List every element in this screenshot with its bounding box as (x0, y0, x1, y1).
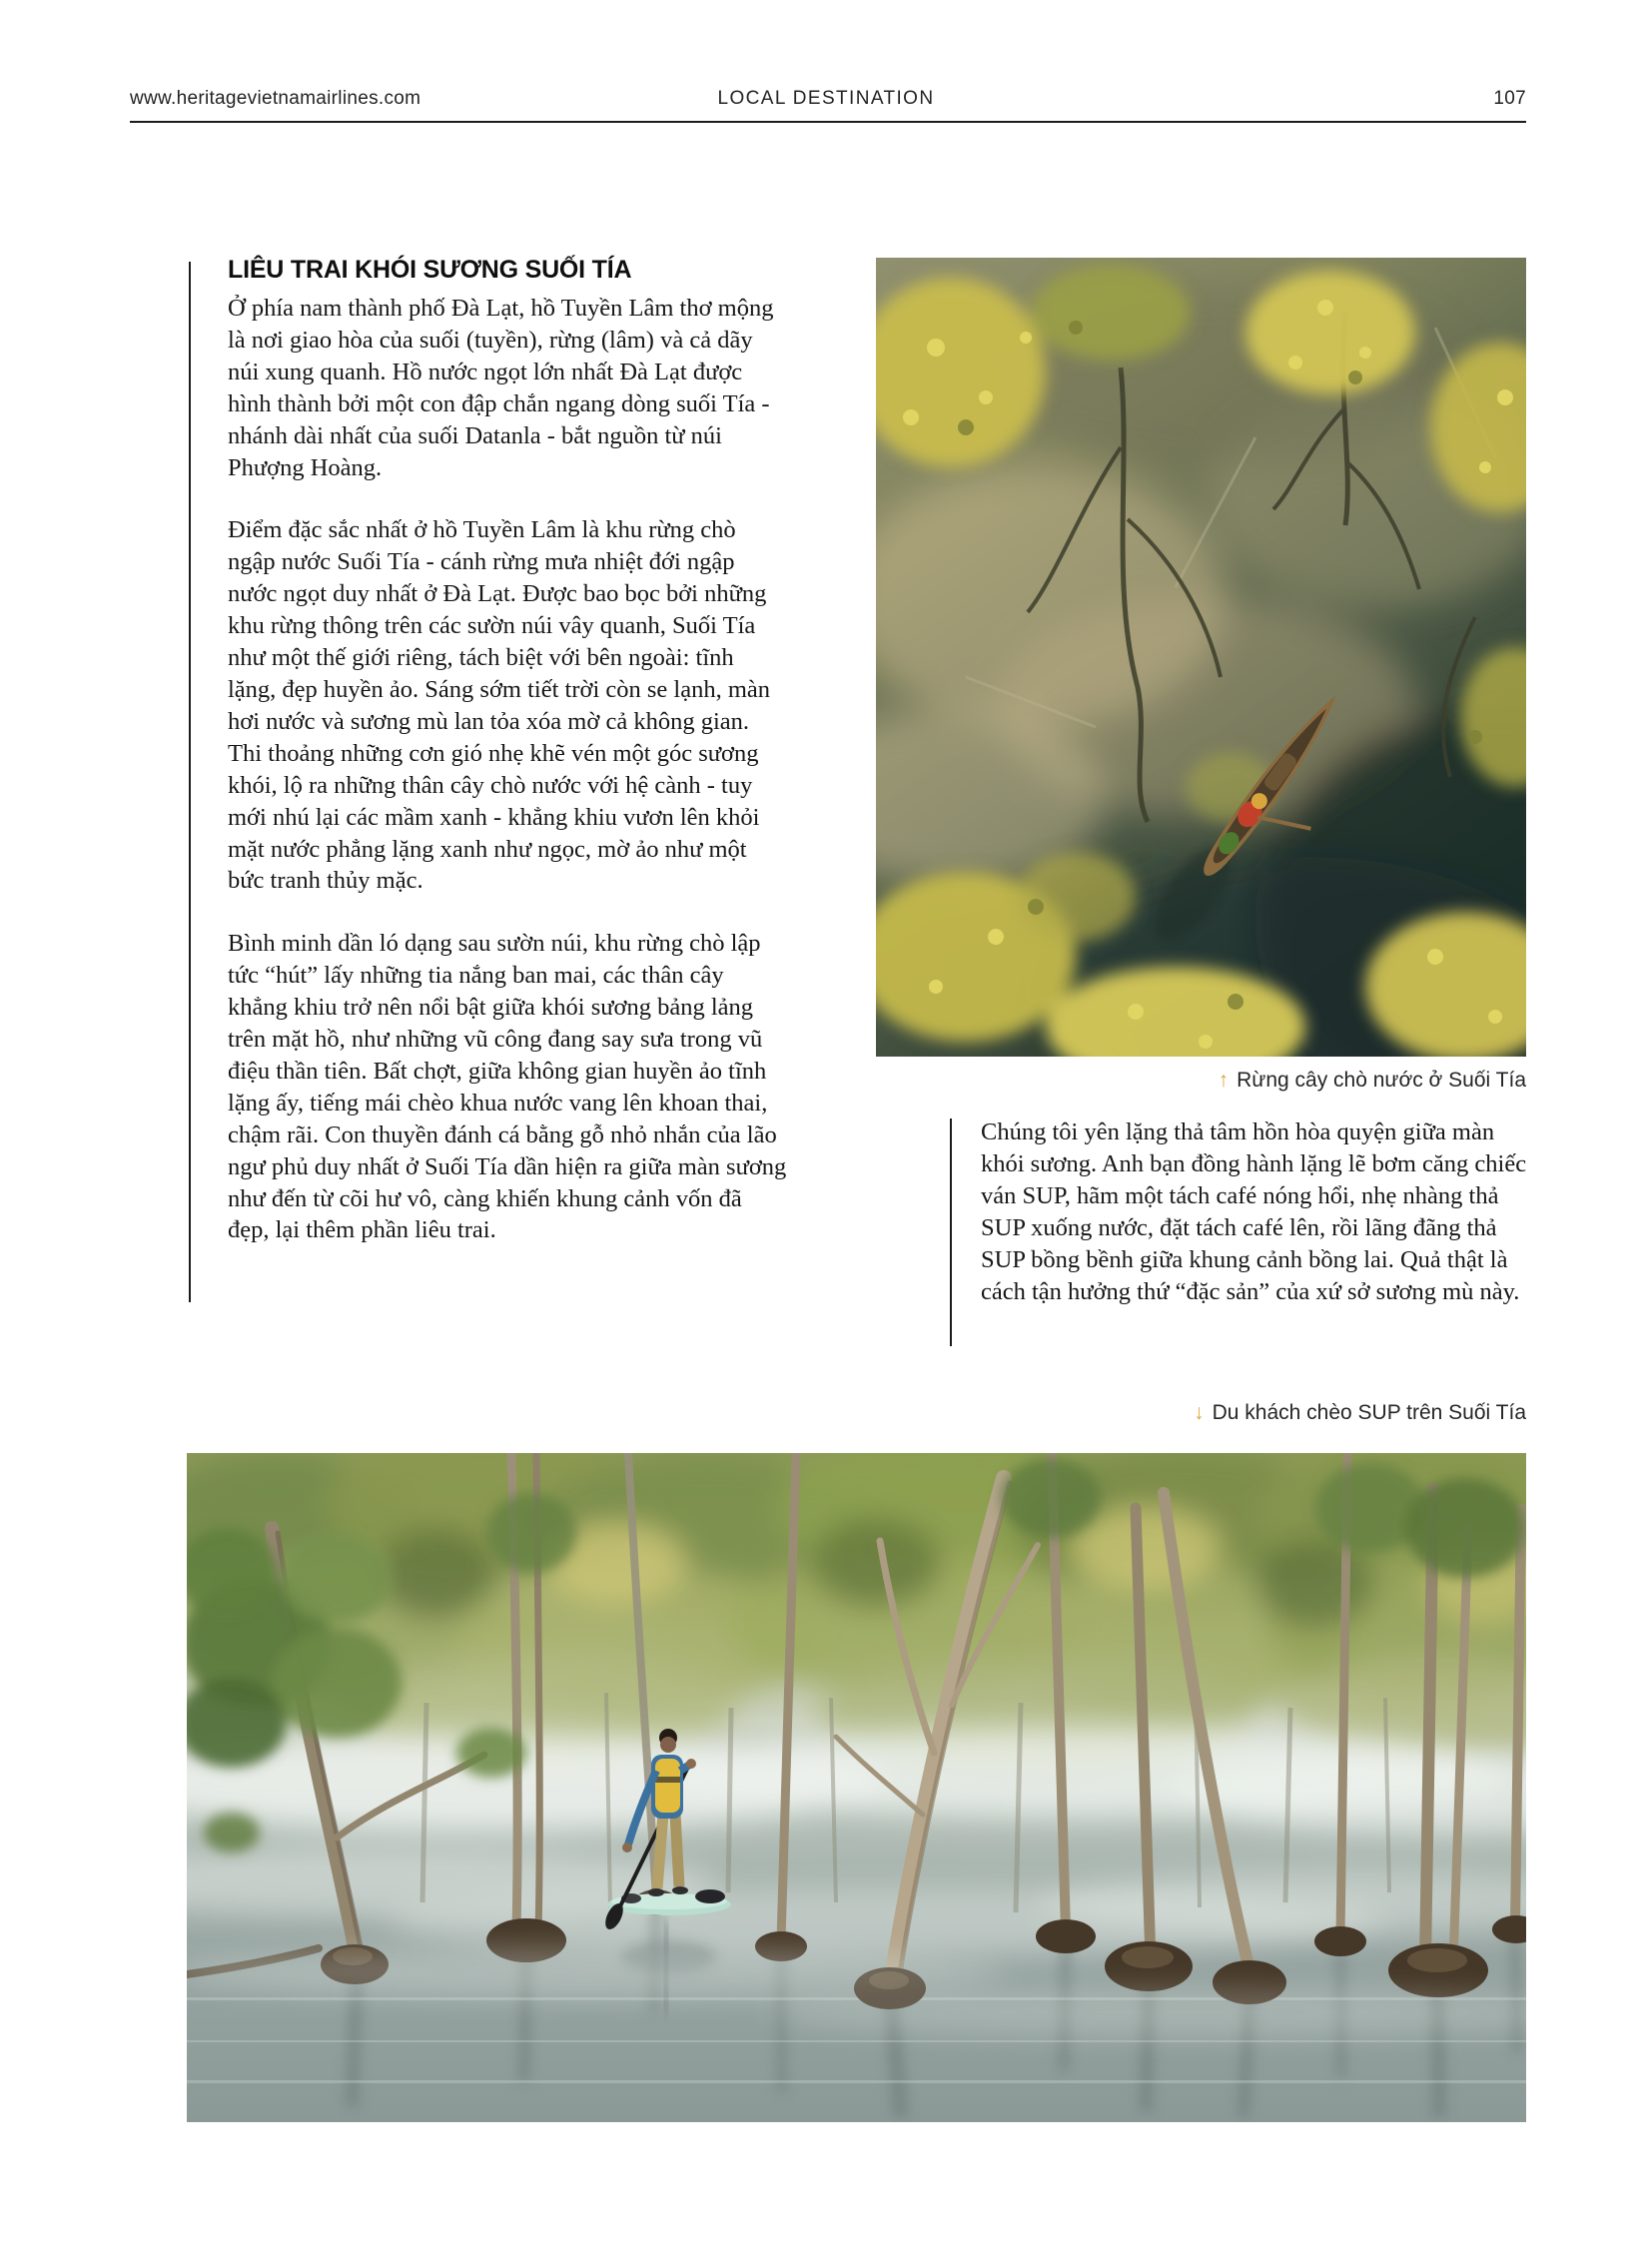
sup-photo-illustration (187, 1453, 1526, 2122)
caption-bottom-photo (1194, 1401, 1526, 1425)
header-section-title: LOCAL DESTINATION (717, 88, 935, 109)
caption-text: Rừng cây chò nước ở Suối Tía (1237, 1069, 1526, 1092)
header-rule (130, 121, 1526, 123)
aerial-photo-illustration (876, 258, 1526, 1057)
arrow-down-icon: ↓ (1194, 1401, 1205, 1424)
paragraph: Ở phía nam thành phố Đà Lạt, hồ Tuyền Lâm thơ mộng là nơi giao hòa của suối (tuyền), rừng (lâm) và cả dãy núi xung quanh. Hồ nước ngọt lớn nhất Đà Lạt được hình thành bởi một con đập chắn ngang dòng suối Tía - nhánh dài nhất của suối Datanla - bắt nguồn từ núi Phượng Hoàng. (228, 295, 774, 481)
photo-aerial-flooded-forest (876, 258, 1526, 1057)
header-page-number: 107 (1493, 88, 1526, 109)
caption-text: Du khách chèo SUP trên Suối Tía (1212, 1401, 1526, 1424)
arrow-up-icon: ↑ (1218, 1069, 1230, 1092)
left-column-rule (189, 262, 191, 1302)
header-website-url: www.heritagevietnamairlines.com (130, 88, 421, 109)
paragraph: Điểm đặc sắc nhất ở hồ Tuyền Lâm là khu rừng chò ngập nước Suối Tía - cánh rừng mưa nhiệt đới ngập nước ngọt duy nhất ở Đà Lạt. Được bao bọc bởi những khu rừng thông trên các sườn núi vây quanh, Suối Tía như một thế giới riêng, tách biệt với bên ngoài: tĩnh lặng, đẹp huyền ảo. Sáng sớm tiết trời còn se lạnh, màn hơi nước và sương mù lan tỏa xóa mờ cả không gian. Thi thoảng những cơn gió nhẹ khẽ vén một góc sương khói, lộ ra những thân cây chò nước với hệ cành - tuy mới nhú lại các mầm xanh - khẳng khiu vươn lên khỏi mặt nước phẳng lặng xanh như ngọc, mờ ảo như một bức tranh thủy mặc. (228, 516, 771, 895)
article-heading: LIÊU TRAI KHÓI SƯƠNG SUỐI TÍA (228, 256, 632, 284)
paragraph: Bình minh dần ló dạng sau sườn núi, khu rừng chò lập tức “hút” lấy những tia nắng ban mai, các thân cây khẳng khiu trở nên nổi bật giữa khói sương bảng lảng trên mặt hồ, như những vũ công đang say sưa trong vũ điệu thần tiên. Bất chợt, giữa không gian huyền ảo tĩnh lặng ấy, tiếng mái chèo khua nước vang lên khoan thai, chậm rãi. Con thuyền đánh cá bằng gỗ nhỏ nhắn của lão ngư phủ duy nhất ở Suối Tía dần hiện ra giữa màn sương như đến từ cõi hư vô, càng khiến khung cảnh vốn đã đẹp, lại thêm phần liêu trai. (228, 930, 787, 1244)
right-text-column (981, 1117, 1528, 1307)
left-text-column (228, 293, 787, 1277)
paragraph: Chúng tôi yên lặng thả tâm hồn hòa quyện giữa màn khói sương. Anh bạn đồng hành lặng lẽ bơm căng chiếc ván SUP, hãm một tách café nóng hổi, nhẹ nhàng thả SUP xuống nước, đặt tách café lên, rồi lãng đãng thả SUP bồng bềnh giữa khung cảnh bồng lai. Quả thật là cách tận hưởng thứ “đặc sản” của xứ sở sương mù này. (981, 1119, 1527, 1305)
right-column-rule (950, 1119, 952, 1346)
photo-sup-flooded-forest (187, 1453, 1526, 2122)
caption-top-photo (1219, 1069, 1526, 1093)
